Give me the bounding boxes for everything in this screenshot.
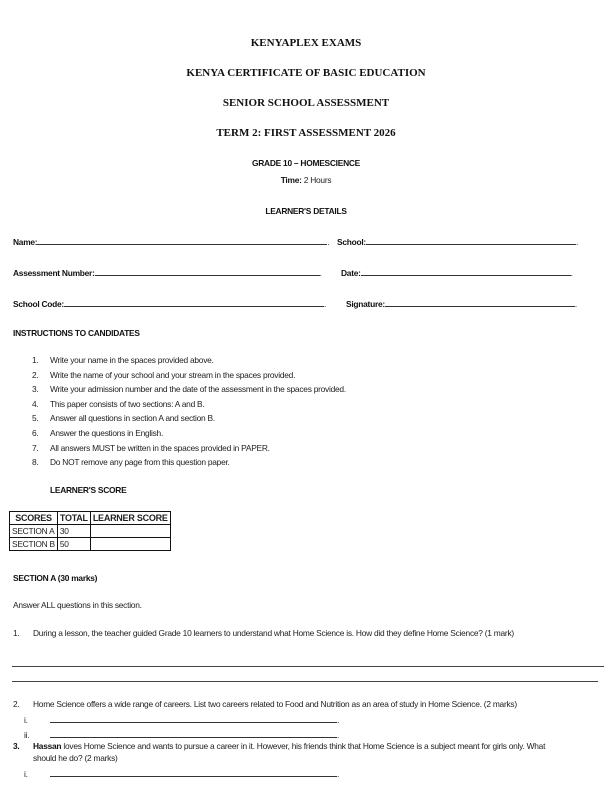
school-code-label: School Code: xyxy=(13,299,64,309)
school-label: School: xyxy=(337,237,366,247)
instruction-item xyxy=(32,443,270,453)
instruction-text: Do NOT remove any page from this question paper. xyxy=(50,457,230,468)
score-table xyxy=(9,511,171,551)
roman-numeral: ii. xyxy=(24,730,30,740)
question-number: 1. xyxy=(13,628,20,638)
instruction-text: Write your admission number and the date of the assessment in the spaces provided. xyxy=(50,384,346,395)
signature-label: Signature: xyxy=(346,299,385,309)
question-3 xyxy=(13,741,545,751)
col-header: LEARNER SCORE xyxy=(90,512,170,525)
instruction-item xyxy=(32,399,204,409)
instruction-item xyxy=(32,384,346,394)
assessment-number-label: Assessment Number: xyxy=(13,268,95,278)
question-1 xyxy=(13,628,514,638)
signature-field[interactable]: Signature: . xyxy=(346,299,577,309)
col-header: SCORES xyxy=(10,512,58,525)
instruction-text: Answer all questions in section A and section B. xyxy=(50,413,215,424)
instruction-item xyxy=(32,457,230,467)
date-field[interactable]: Date: . xyxy=(341,268,573,278)
cell: SECTION A xyxy=(10,525,58,538)
score-title: LEARNER'S SCORE xyxy=(50,485,127,495)
cert-title: KENYA CERTIFICATE OF BASIC EDUCATION xyxy=(186,67,426,79)
instruction-number: 8. xyxy=(32,457,39,468)
table-row xyxy=(10,525,171,538)
question-number: 3. xyxy=(13,741,20,751)
details-title: LEARNER'S DETAILS xyxy=(265,206,347,216)
instruction-item xyxy=(32,428,163,438)
col-header: TOTAL xyxy=(57,512,90,525)
date-label: Date: xyxy=(341,268,361,278)
school-code-field[interactable]: School Code: . xyxy=(13,299,327,309)
answer-line[interactable] xyxy=(50,714,337,723)
learner-score-cell[interactable] xyxy=(90,538,170,551)
time xyxy=(0,175,612,185)
section-a-note: Answer ALL questions in this section. xyxy=(13,600,142,610)
time-label: Time: xyxy=(280,175,302,185)
roman-numeral: i. xyxy=(24,769,28,779)
answer-i: i. . xyxy=(24,769,340,779)
assessment-number-field[interactable]: Assessment Number: . xyxy=(13,268,322,278)
term-title: TERM 2: FIRST ASSESSMENT 2026 xyxy=(216,127,396,139)
instruction-item xyxy=(32,355,214,365)
section-a-title: SECTION A (30 marks) xyxy=(13,573,98,583)
answer-i: i. . xyxy=(24,715,340,725)
answer-ii: ii. . xyxy=(24,730,340,740)
instruction-number: 6. xyxy=(32,428,39,438)
instruction-text: Answer the questions in English. xyxy=(50,428,164,438)
instruction-item xyxy=(32,370,295,380)
name-label: Name: xyxy=(13,237,38,247)
instruction-number: 3. xyxy=(32,384,39,395)
name-field[interactable]: Name: . xyxy=(13,237,330,247)
question-text: loves Home Science and wants to pursue a career in it. However, his friends think that Home Science is a subject meant for girls only. What xyxy=(61,741,546,751)
time-value: 2 Hours xyxy=(303,175,332,185)
cell: 50 xyxy=(57,538,90,551)
question-text: Home Science offers a wide range of careers. List two careers related to Food and Nutrition as an area of study in Home Science. (2 marks) xyxy=(33,699,517,709)
cell: SECTION B xyxy=(10,538,58,551)
instruction-number: 2. xyxy=(32,369,39,380)
answer-line[interactable] xyxy=(12,666,604,667)
instruction-text: This paper consists of two sections: A and B. xyxy=(50,398,205,409)
grade-subject: GRADE 10 – HOMESCIENCE xyxy=(251,158,361,168)
learner-score-cell[interactable] xyxy=(90,525,170,538)
instruction-text: All answers MUST be written in the spaces provided in PAPER. xyxy=(50,442,270,453)
table-row xyxy=(10,538,171,551)
instruction-item xyxy=(32,413,215,423)
answer-line[interactable] xyxy=(12,681,598,682)
instruction-text: Write the name of your school and your stream in the spaces provided. xyxy=(50,369,296,380)
question-text: During a lesson, the teacher guided Grade 10 learners to understand what Home Science is. How did they define Home Science? (1 mark) xyxy=(33,628,514,638)
org-title: KENYAPLEX EXAMS xyxy=(250,37,362,49)
question-number: 2. xyxy=(13,699,20,709)
answer-line[interactable] xyxy=(50,768,337,777)
answer-line[interactable] xyxy=(50,729,337,738)
roman-numeral: i. xyxy=(24,715,28,725)
question-2 xyxy=(13,699,517,709)
instruction-number: 5. xyxy=(32,413,39,424)
instruction-number: 1. xyxy=(32,355,39,365)
cell: 30 xyxy=(57,525,90,538)
question-text-cont: should he do? (2 marks) xyxy=(33,753,118,763)
instruction-number: 4. xyxy=(32,398,39,409)
school-field[interactable]: School: . xyxy=(337,237,579,247)
instructions-title: INSTRUCTIONS TO CANDIDATES xyxy=(13,328,140,338)
instruction-text: Write your name in the spaces provided above. xyxy=(50,355,214,365)
student-name: Hassan xyxy=(33,741,62,751)
level-title: SENIOR SCHOOL ASSESSMENT xyxy=(222,97,390,109)
instruction-number: 7. xyxy=(32,442,39,453)
